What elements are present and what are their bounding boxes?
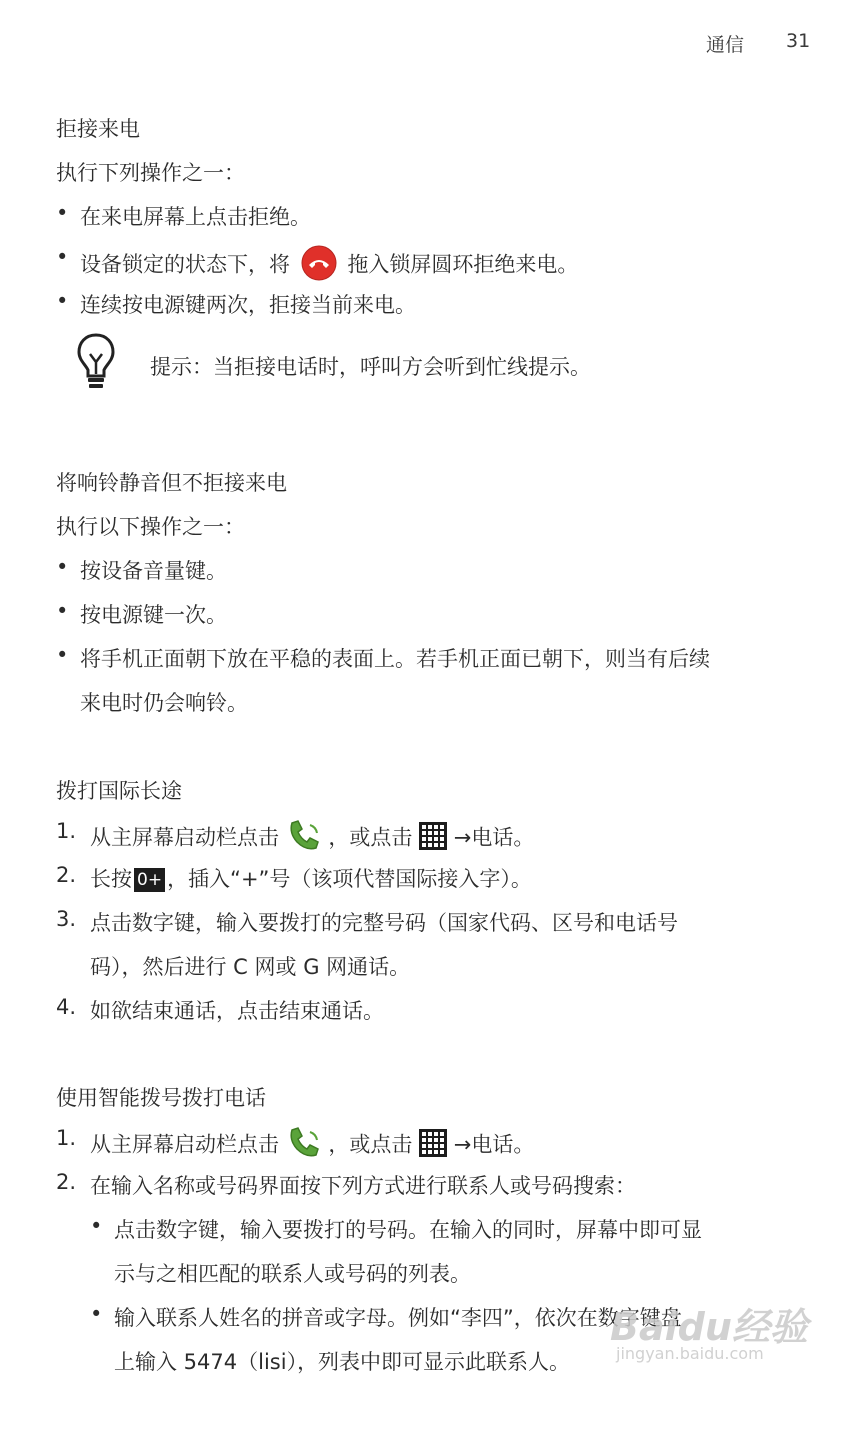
apps-grid-icon (419, 1129, 447, 1162)
section-title-smart: 使用智能拨号拨打电话 (56, 1086, 266, 1110)
zero-plus-key: 0+ (134, 868, 165, 892)
lightbulb-icon (76, 332, 116, 397)
section-title-reject: 拒接来电 (56, 117, 140, 141)
watermark-url: jingyan.baidu.com (616, 1344, 764, 1363)
apps-grid-icon (419, 822, 447, 855)
list-item-continuation: 来电时仍会响铃。 (80, 691, 248, 715)
reject-call-icon (301, 245, 337, 286)
reject-intro: 执行下列操作之一： (56, 161, 245, 185)
phone-icon (286, 819, 322, 858)
sub-list-item-continuation: 上输入 5474（lisi），列表中即可显示此联系人。 (114, 1350, 571, 1374)
section-title-mute: 将响铃静音但不拒接来电 (56, 471, 287, 495)
list-item-continuation: 码），然后进行 C 网或 G 网通话。 (90, 955, 411, 979)
sub-list-item-continuation: 示与之相匹配的联系人或号码的列表。 (114, 1262, 471, 1286)
page-number: 31 (786, 30, 811, 52)
section-title-intl: 拨打国际长途 (56, 779, 182, 803)
section-name: 通信 (706, 34, 745, 56)
watermark-brand: Baidu经验 (610, 1305, 808, 1349)
mute-intro: 执行以下操作之一： (56, 515, 245, 539)
tip-text: 提示：当拒接电话时，呼叫方会听到忙线提示。 (150, 355, 591, 379)
phone-icon (286, 1126, 322, 1165)
